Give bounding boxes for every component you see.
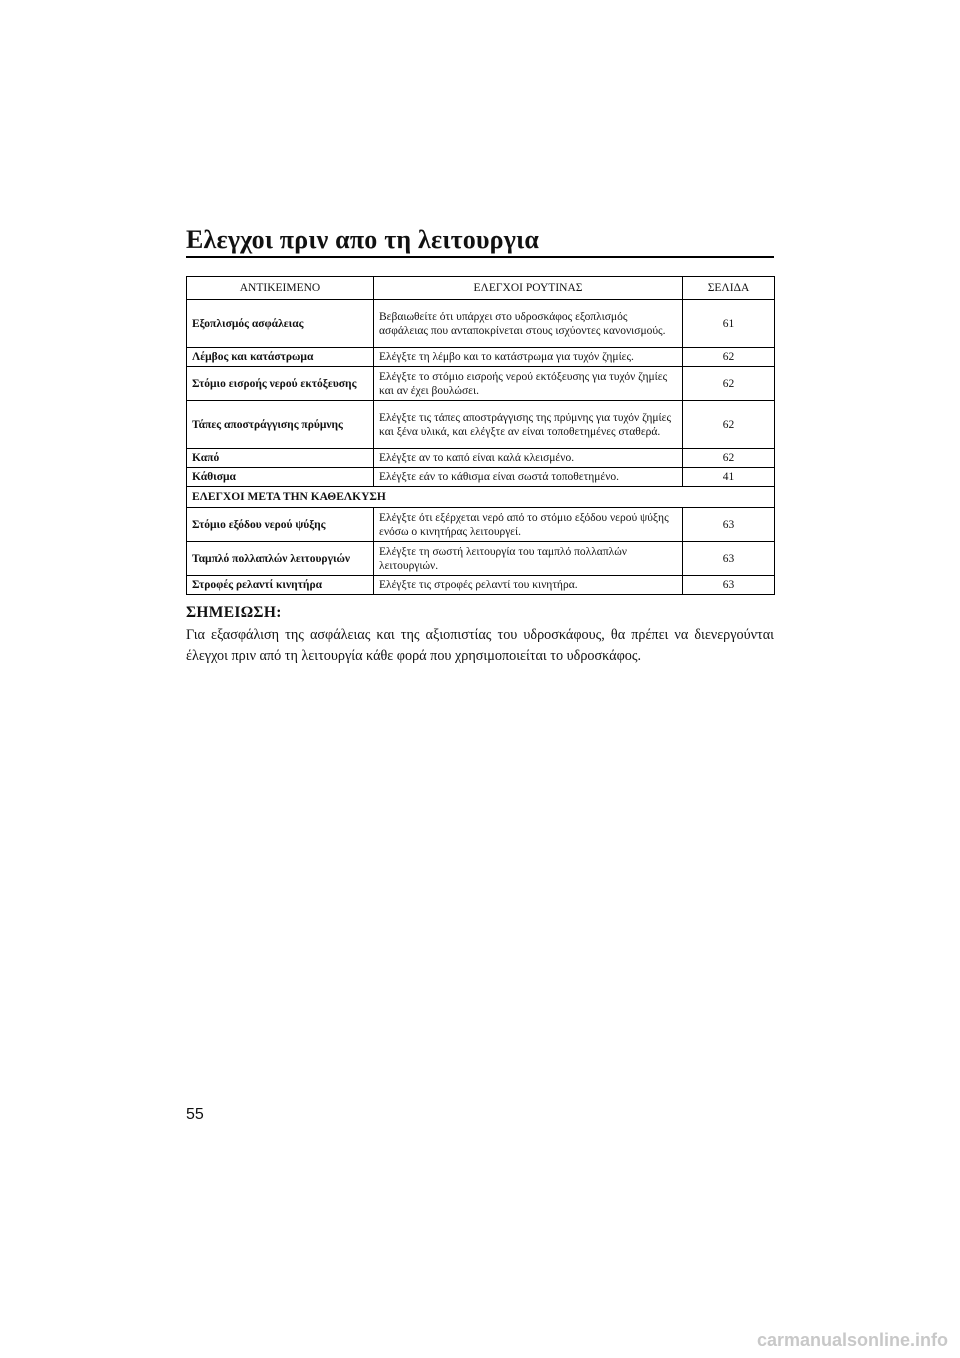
table-row xyxy=(187,449,775,468)
table-row xyxy=(187,576,775,595)
table-header-row xyxy=(187,277,775,300)
row-item: Στόμιο εισροής νερού εκτόξευσης xyxy=(187,367,374,401)
page-number: 55 xyxy=(186,1106,204,1123)
note-text: Για εξασφάλιση της ασφάλειας και της αξιοπιστίας του υδροσκάφους, θα πρέπει να διενεργούνται έλεγχοι πριν από τη λειτουργία κάθε φορά που χρησιμοποιείται το υδροσκάφος. xyxy=(186,627,774,664)
table-row xyxy=(187,508,775,542)
row-item: Στόμιο εξόδου νερού ψύξης xyxy=(187,508,374,542)
row-page: 62 xyxy=(683,401,775,449)
column-header-item: ΑΝΤΙΚΕΙΜΕΝΟ xyxy=(187,277,374,300)
row-page: 62 xyxy=(683,348,775,367)
row-page: 62 xyxy=(683,367,775,401)
column-header-check: ΕΛΕΓΧΟΙ ΡΟΥΤΙΝΑΣ xyxy=(374,277,683,300)
table-row xyxy=(187,401,775,449)
section-label: ΕΛΕΓΧΟΙ ΜΕΤΑ ΤΗΝ ΚΑΘΕΛΚΥΣΗ xyxy=(187,487,775,508)
row-page: 63 xyxy=(683,576,775,595)
table-row xyxy=(187,542,775,576)
row-item: Κάθισμα xyxy=(187,468,374,487)
row-item: Στροφές ρελαντί κινητήρα xyxy=(187,576,374,595)
row-check: Ελέγξτε εάν το κάθισμα είναι σωστά τοποθετημένο. xyxy=(374,468,683,487)
table-row xyxy=(187,468,775,487)
row-check: Βεβαιωθείτε ότι υπάρχει στο υδροσκάφος εξοπλισμός ασφάλειας που ανταποκρίνεται στους ισχύοντες κανονισμούς. xyxy=(374,300,683,348)
row-item: Λέμβος και κατάστρωμα xyxy=(187,348,374,367)
row-page: 63 xyxy=(683,542,775,576)
row-item: Καπό xyxy=(187,449,374,468)
row-item: Εξοπλισμός ασφάλειας xyxy=(187,300,374,348)
section-row xyxy=(187,487,775,508)
row-check: Ελέγξτε ότι εξέρχεται νερό από το στόμιο εξόδου νερού ψύξης ενόσω ο κινητήρας λειτουργεί. xyxy=(374,508,683,542)
table-row xyxy=(187,367,775,401)
row-item: Ταμπλό πολλαπλών λειτουργιών xyxy=(187,542,374,576)
row-item: Τάπες αποστράγγισης πρύμνης xyxy=(187,401,374,449)
row-check: Ελέγξτε αν το καπό είναι καλά κλεισμένο. xyxy=(374,449,683,468)
row-page: 63 xyxy=(683,508,775,542)
table-row xyxy=(187,348,775,367)
row-check: Ελέγξτε τη σωστή λειτουργία του ταμπλό πολλαπλών λειτουργιών. xyxy=(374,542,683,576)
column-header-page: ΣΕΛΙΔΑ xyxy=(683,277,775,300)
row-check: Ελέγξτε τις τάπες αποστράγγισης της πρύμνης για τυχόν ζημίες και ξένα υλικά, και ελέγξτε αν είναι τοποθετημένες σταθερά. xyxy=(374,401,683,449)
row-page: 61 xyxy=(683,300,775,348)
page-title: Ελεγχοι πριν απο τη λειτουργια xyxy=(186,225,540,254)
watermark[interactable]: carmanualsonline.info xyxy=(756,1330,948,1350)
table-row xyxy=(187,300,775,348)
row-check: Ελέγξτε το στόμιο εισροής νερού εκτόξευσης για τυχόν ζημίες και αν έχει βουλώσει. xyxy=(374,367,683,401)
row-check: Ελέγξτε τις στροφές ρελαντί του κινητήρα. xyxy=(374,576,683,595)
pre-operation-checks-table xyxy=(186,276,775,595)
row-check: Ελέγξτε τη λέμβο και το κατάστρωμα για τυχόν ζημίες. xyxy=(374,348,683,367)
row-page: 62 xyxy=(683,449,775,468)
row-page: 41 xyxy=(683,468,775,487)
title-rule xyxy=(186,256,774,258)
note-title: ΣΗΜΕΙΩΣΗ: xyxy=(186,604,282,621)
